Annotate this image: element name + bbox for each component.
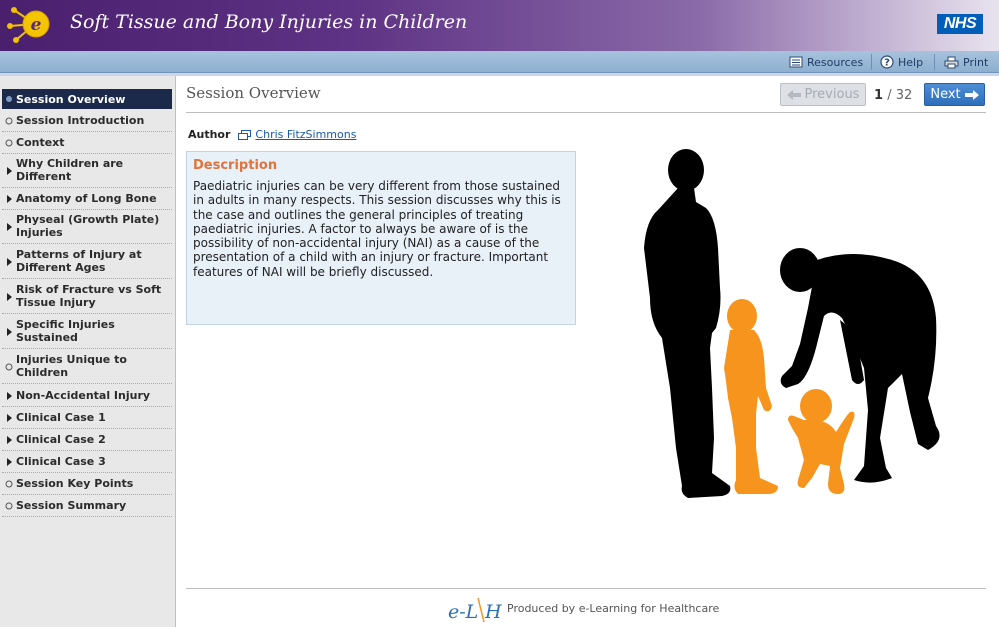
sidebar-item-session-overview[interactable] xyxy=(2,89,172,109)
author-row xyxy=(188,128,356,141)
svg-text:e: e xyxy=(30,15,42,35)
page-separator: / xyxy=(887,88,892,103)
sidebar-nav xyxy=(0,76,176,627)
toddler-silhouette xyxy=(788,389,855,494)
expand-arrow-icon xyxy=(5,414,13,422)
expand-arrow-icon xyxy=(5,458,13,466)
sidebar-item-why-children-are-different[interactable] xyxy=(2,155,172,188)
sidebar-item-clinical-case-3[interactable] xyxy=(2,452,172,473)
circle-bullet-icon xyxy=(5,502,13,510)
sidebar-item-label: Session Summary xyxy=(16,499,127,512)
resources-icon xyxy=(789,56,803,68)
circle-bullet-icon xyxy=(5,363,13,371)
toolbar-separator xyxy=(934,54,935,70)
arrow-left-icon xyxy=(787,90,801,100)
sidebar-item-physeal-injuries[interactable] xyxy=(2,211,172,244)
svg-text:H: H xyxy=(485,601,502,623)
sidebar-item-session-summary[interactable] xyxy=(2,496,172,517)
author-link[interactable]: Chris FitzSimmons xyxy=(255,128,357,141)
elfh-logo-icon xyxy=(0,0,60,51)
page-counter xyxy=(874,88,912,103)
sidebar-item-label: Patterns of Injury at Different Ages xyxy=(16,248,142,274)
expand-arrow-icon xyxy=(5,167,13,175)
sidebar-item-context[interactable] xyxy=(2,133,172,154)
circle-bullet-icon xyxy=(5,139,13,147)
svg-text:e-L: e-L xyxy=(448,601,479,623)
help-button[interactable] xyxy=(880,54,923,70)
header-banner xyxy=(0,0,999,51)
circle-bullet-icon xyxy=(5,480,13,488)
sidebar-item-label: Risk of Fracture vs Soft Tissue Injury xyxy=(16,283,162,309)
sidebar-item-label: Physeal (Growth Plate) Injuries xyxy=(16,213,160,239)
current-page-bullet-icon xyxy=(5,95,13,103)
sidebar-item-label: Clinical Case 2 xyxy=(16,433,106,446)
expand-arrow-icon xyxy=(5,392,13,400)
page-title: Session Overview xyxy=(186,84,321,102)
sidebar-item-label: Non-Accidental Injury xyxy=(16,389,151,402)
sidebar-item-label: Why Children are Different xyxy=(16,157,124,183)
arrow-right-icon xyxy=(965,90,979,100)
elfh-footer-logo-icon xyxy=(448,594,502,624)
print-label: Print xyxy=(963,55,989,69)
footer-divider xyxy=(186,588,986,589)
sidebar-item-label: Anatomy of Long Bone xyxy=(16,192,157,205)
sidebar-item-specific-injuries[interactable] xyxy=(2,316,172,349)
total-pages: 32 xyxy=(895,88,913,103)
toolbar xyxy=(0,51,999,73)
sidebar-item-patterns-of-injury[interactable] xyxy=(2,246,172,279)
sidebar-item-label: Session Key Points xyxy=(16,477,134,490)
author-label: Author xyxy=(188,128,231,141)
popup-window-icon xyxy=(238,130,251,140)
next-button[interactable] xyxy=(924,83,985,106)
sidebar-item-session-key-points[interactable] xyxy=(2,474,172,495)
sidebar-item-non-accidental-injury[interactable] xyxy=(2,386,172,407)
sidebar-item-label: Clinical Case 1 xyxy=(16,411,106,424)
previous-button[interactable] xyxy=(780,83,866,106)
description-text: Paediatric injuries can be very different from those sustained in adults in many respects. This session discusses why this is the case and outlines the general principles of treating paediatric injuries. A factor to always be aware of is the possibility of non-accidental injury (NAI) as a cause of the presentation of a child with an injury or fracture. Important features of NAI will be briefly discussed. xyxy=(193,179,561,279)
nhs-logo: NHS xyxy=(937,14,983,34)
circle-bullet-icon xyxy=(5,117,13,125)
resources-button[interactable] xyxy=(789,54,863,70)
sidebar-item-risk-of-fracture[interactable] xyxy=(2,281,172,314)
title-divider xyxy=(186,112,986,113)
resources-label: Resources xyxy=(807,55,864,69)
family-silhouette-illustration xyxy=(632,148,952,510)
sidebar-item-anatomy-of-long-bone[interactable] xyxy=(2,189,172,210)
print-button[interactable] xyxy=(944,54,988,70)
expand-arrow-icon xyxy=(5,223,13,231)
sidebar-item-label: Clinical Case 3 xyxy=(16,455,106,468)
sidebar-item-session-introduction[interactable] xyxy=(2,111,172,132)
description-panel xyxy=(186,151,576,325)
toolbar-separator xyxy=(871,54,872,70)
sidebar-item-label: Injuries Unique to Children xyxy=(16,353,127,379)
help-icon xyxy=(880,55,894,69)
sidebar-item-clinical-case-2[interactable] xyxy=(2,430,172,451)
expand-arrow-icon xyxy=(5,328,13,336)
sidebar-item-label: Specific Injuries Sustained xyxy=(16,318,115,344)
help-label: Help xyxy=(898,55,924,69)
next-label: Next xyxy=(930,87,961,102)
footer-credit: Produced by e-Learning for Healthcare xyxy=(507,602,720,615)
expand-arrow-icon xyxy=(5,436,13,444)
current-page: 1 xyxy=(874,88,884,103)
sidebar-item-label: Context xyxy=(16,136,65,149)
adult-man-silhouette xyxy=(644,149,730,498)
expand-arrow-icon xyxy=(5,258,13,266)
print-icon xyxy=(944,56,959,69)
child-silhouette xyxy=(724,299,778,494)
sidebar-item-label: Session Introduction xyxy=(16,114,145,127)
svg-text:?: ? xyxy=(884,57,890,69)
expand-arrow-icon xyxy=(5,195,13,203)
sidebar-item-clinical-case-1[interactable] xyxy=(2,408,172,429)
sidebar-item-label: Session Overview xyxy=(16,93,126,106)
previous-label: Previous xyxy=(804,87,860,102)
app-title: Soft Tissue and Bony Injuries in Children xyxy=(70,11,468,33)
sidebar-item-injuries-unique-to-children[interactable] xyxy=(2,351,172,384)
expand-arrow-icon xyxy=(5,293,13,301)
description-heading: Description xyxy=(193,158,278,173)
